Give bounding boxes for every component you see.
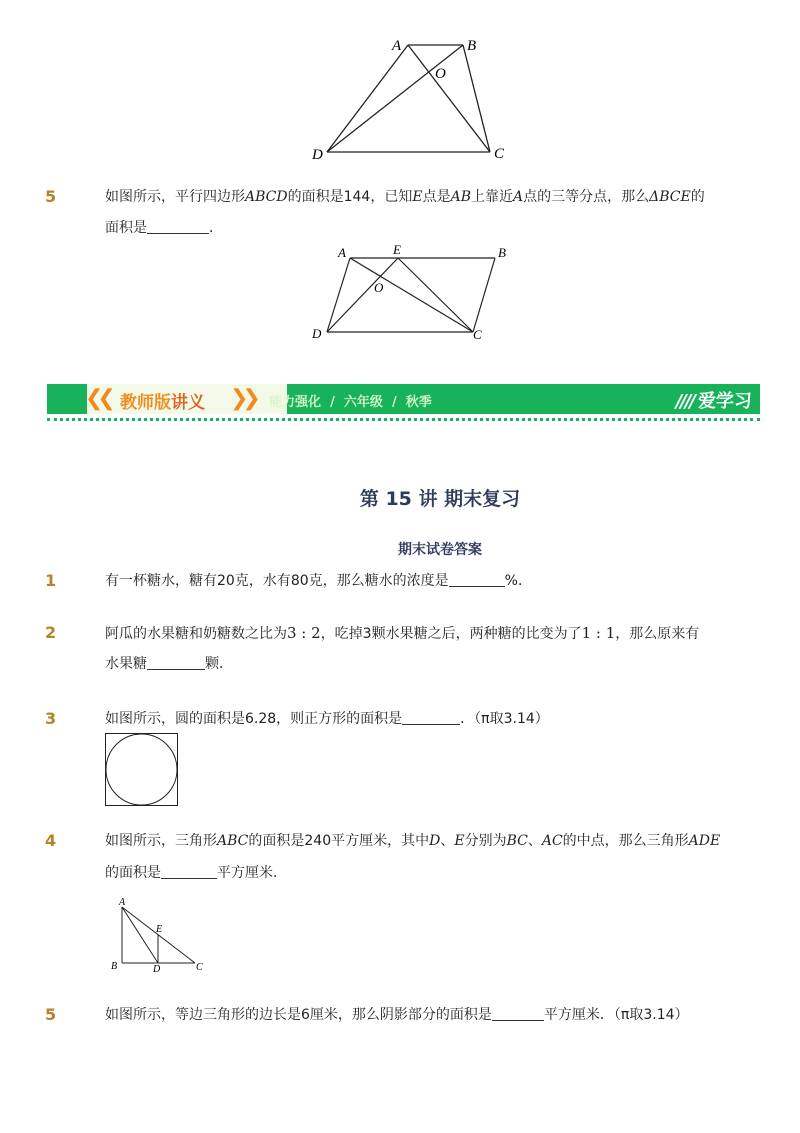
label-d: D bbox=[312, 326, 322, 341]
question-number: 1 bbox=[45, 571, 57, 590]
logo-icon: //// bbox=[675, 391, 694, 412]
section-title: 期末试卷答案 bbox=[398, 542, 482, 558]
answer-blank[interactable] bbox=[147, 219, 209, 234]
dotted-divider bbox=[47, 418, 760, 421]
label-b: B bbox=[111, 961, 118, 972]
lecture-title: 第 15 讲 期末复习 bbox=[359, 488, 521, 510]
banner-title: 教师版讲义 bbox=[120, 393, 205, 413]
question-number: 5 bbox=[45, 187, 57, 206]
trapezoid-figure bbox=[300, 30, 520, 165]
question-number: 4 bbox=[45, 831, 57, 850]
label-e: E bbox=[156, 924, 163, 935]
brand-logo: //// 爱学习 bbox=[675, 391, 752, 412]
label-o: O bbox=[374, 280, 384, 295]
question-number: 2 bbox=[45, 623, 57, 642]
question-text: 有一杯糖水，糖有20克，水有80克，那么糖水的浓度是 %． bbox=[105, 573, 532, 589]
answer-blank[interactable] bbox=[449, 572, 505, 587]
label-a: A bbox=[392, 38, 402, 54]
label-c: C bbox=[494, 146, 505, 162]
parallelogram-figure bbox=[305, 240, 520, 345]
label-o: O bbox=[435, 66, 446, 82]
label-d: D bbox=[153, 964, 161, 975]
question-text: 如图所示，等边三角形的边长是6厘米，那么阴影部分的面积是 平方厘米．（π取3.14） bbox=[105, 1007, 689, 1023]
label-e: E bbox=[393, 242, 401, 257]
breadcrumb: 能力强化 / 六年级 / 秋季 bbox=[269, 395, 432, 410]
circle-in-square-figure bbox=[105, 733, 179, 807]
label-a: A bbox=[338, 245, 346, 260]
question-text: 如图所示，三角形ABC的面积是240平方厘米，其中D、E分别为BC、AC的中点，那么三角形ADE bbox=[105, 833, 721, 849]
question-text-line2: 水果糖 颗． bbox=[105, 656, 233, 672]
chevron-left-icon: ❮❮ bbox=[85, 386, 110, 411]
label-c: C bbox=[196, 962, 203, 973]
question-number: 3 bbox=[45, 709, 57, 728]
label-b: B bbox=[498, 245, 506, 260]
label-d: D bbox=[312, 147, 323, 163]
answer-blank[interactable] bbox=[161, 864, 217, 879]
label-b: B bbox=[467, 38, 477, 54]
answer-blank[interactable] bbox=[147, 655, 205, 670]
answer-blank[interactable] bbox=[492, 1006, 544, 1021]
question-text-line2: 的面积是 平方厘米． bbox=[105, 865, 287, 881]
label-c: C bbox=[473, 327, 482, 342]
question-text-line2: 面积是 ． bbox=[105, 220, 223, 236]
answer-blank[interactable] bbox=[402, 710, 460, 725]
question-text: 如图所示，圆的面积是6.28，则正方形的面积是 ．（π取3.14） bbox=[105, 711, 549, 727]
question-number: 5 bbox=[45, 1005, 57, 1024]
question-text: 如图所示，平行四边形ABCD的面积是144，已知E点是AB上靠近A点的三等分点，那么ΔBCE的 bbox=[105, 189, 705, 205]
triangle-figure bbox=[105, 895, 215, 975]
label-a: A bbox=[119, 897, 126, 908]
chevron-right-icon: ❯❯ bbox=[230, 386, 255, 411]
header-banner bbox=[47, 384, 760, 414]
question-text: 阿瓜的水果糖和奶糖数之比为3 : 2，吃掉3颗水果糖之后，两种糖的比变为了1 : 1，那么原来有 bbox=[105, 624, 700, 642]
